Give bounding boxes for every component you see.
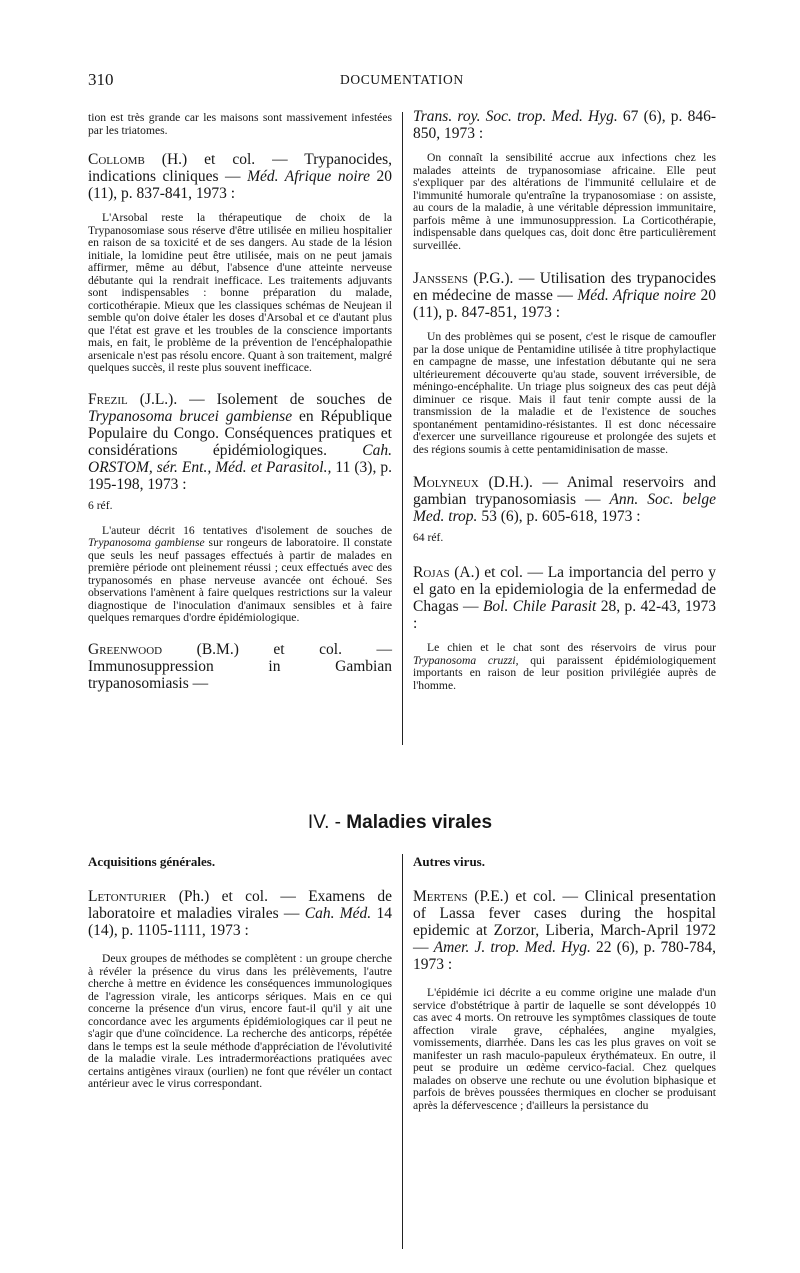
section-title: Maladies virales: [346, 812, 493, 833]
abstract-janssens: Un des problèmes qui se posent, c'est le risque de camoufler par la dose unique de Pentamidine utilisée à titre prophylactique en campagne de masse, une infestation débutante qui ne sera ultérieurement découverte qu'au stade, souvent irréversible, de méningo-encéphalite. Un triage plus soigneux des cas peut déjà diminuer ce risque. Mais il faut tenir compte aussi de la transmission de la maladie et de l'existence de souches spontanément pentamidino-résistantes. Il est donc nécessaire d'exercer une surveillance rigoureuse et prolongée des sujets et des régions soumis à cette pentamidinisation de masse.: [413, 330, 716, 456]
ref-journal: Méd. Afrique noire: [577, 287, 697, 304]
abstract-species: Trypanosoma cruzzi,: [413, 653, 519, 667]
abstract-mertens: L'épidémie ici décrite a eu comme origine une malade d'un service d'obstétrique à partir de laquelle se sont développés 10 cas avec 4 morts. On retrouve les symptômes classiques de toute affection virale grave, céphalées, angine myalgies, vomissements, diarrhée. Dans les cas les plus graves on voit se manifester un rash maculo-papuleux érythémateux. En outre, il peut se produire un œdème cervico-facial. Chez quelques malades on observe une rechute ou une évolution biphasique et parfois de brèves poussées thermiques en clocher se produisant après la défervescence ; d'ailleurs la persistance du: [413, 986, 716, 1112]
section-number: IV. -: [307, 812, 347, 833]
abstract-text: sur rongeurs de laboratoire. Il constate que seuls les neuf passages effectués à partir de malades en première période ont pleinement réussi ; ceux effectués avec des trypanosomés en phase nerveuse avancée ont échoué. Ses observations l'amènent à faire quelques restrictions sur la valeur diagnostique de l'inoculation d'animaux sensibles et à faire quelques remarques d'ordre épidémiologique.: [88, 536, 392, 624]
refs-count: 64 réf.: [413, 531, 444, 544]
ref-citation: (P.E.) et col. — Clinical presentation of Lassa fever cases during the hospital epidemic at Zorzor, Liberia, March-April 1972 —: [413, 888, 716, 956]
ref-details: 20 (11), p. 847-851, 1973 :: [413, 287, 716, 321]
ref-author: Molyneux: [413, 474, 479, 491]
ref-journal: Bol. Chile Parasit: [482, 598, 597, 615]
ref-greenwood-cont: [413, 108, 716, 142]
ref-rojas: [413, 564, 716, 632]
ref-author: Greenwood: [88, 640, 163, 658]
ref-journal: Cah. Méd.: [304, 905, 372, 922]
abstract-text: L'auteur décrit 16 tentatives d'isolement de souches de: [102, 523, 392, 537]
ref-frezil: [88, 391, 392, 493]
ref-letonturier: [88, 888, 392, 939]
ref-author: Frezil: [88, 390, 128, 408]
ref-citation: (P.G.). — Utilisation des trypanocides en médecine de masse —: [413, 270, 716, 304]
ref-details: 22 (6), p. 780-784, 1973 :: [413, 939, 716, 973]
ref-species: Trypanosoma brucei gambiense: [88, 407, 293, 425]
ref-journal: Cah. ORSTOM, sér. Ent., Méd. et Parasitol.,: [88, 441, 392, 476]
refs-count: 6 réf.: [88, 498, 113, 512]
ref-details: 28, p. 42-43, 1973 :: [413, 598, 716, 632]
ref-details: 11 (3), p. 195-198, 1973 :: [88, 458, 392, 493]
ref-citation: (D.H.). — Animal reservoirs and gambian trypanosomiasis —: [413, 474, 716, 508]
abstract-rojas: [413, 642, 716, 692]
ref-citation: en République Populaire du Congo. Conséquences pratiques et considérations épidémiologiques.: [88, 407, 393, 459]
ref-author: Letonturier: [88, 888, 167, 905]
ref-greenwood: [88, 641, 392, 692]
abstract-text: Le chien et le chat sont des réservoirs de virus pour: [427, 641, 716, 654]
abstract-species: Trypanosoma gambiense: [88, 536, 205, 549]
ref-citation: (J.L.). — Isolement de souches de: [127, 390, 392, 408]
ref-janssens: [413, 270, 716, 321]
ref-journal: Amer. J. trop. Med. Hyg.: [433, 939, 591, 956]
left-subheading: Acquisitions générales.: [88, 854, 216, 869]
running-title: DOCUMENTATION: [340, 72, 464, 87]
page-number: 310: [88, 70, 114, 89]
ref-mertens: [413, 888, 716, 973]
ref-molyneux: [413, 474, 716, 525]
abstract-collomb: L'Arsobal reste la thérapeutique de choix de la Trypanosomiase sous réserve d'être utilisée en milieu hospitalier en raison de sa toxicité et de ses dangers. Au stade de la lésion initiale, la lomidine peut être utilisée, mais on ne peut jamais affirmer, même au début, l'absence d'une atteinte nerveuse débutante qui la rendrait inefficace. Les traitements adjuvants sont indispensables : bonne préparation du malade, corticothérapie. Mieux que les classiques schémas de Neujean il semble qu'on doive étaler les doses d'Arsobal et ce d'autant plus que l'état est grave et les troubles de la conscience importants mais, en fait, le problème de la prévention de l'encéphalopathie arsenicale n'est pas résolu encore. Quant à son traitement, malgré quelques succès, il reste plus souvent inefficace.: [88, 211, 392, 374]
ref-author: Rojas: [413, 564, 450, 581]
ref-details: 14 (14), p. 1105-1111, 1973 :: [88, 905, 392, 939]
abstract-letonturier: Deux groupes de méthodes se complètent : un groupe cherche à révéler la présence du virus dans les prélèvements, l'autre cherche à mettre en évidence les conséquences immunologiques de l'agression virale, les anticorps sériques. Mais en ce qui concerne la présence d'un virus, encore faut-il qu'il y ait une concordance avec les arguments épidémiologiques car il peut ne s'agir que d'une coïncidence. La recherche des anticorps, répétée dans le temps est la seule méthode d'appréciation de l'évolutivité de la maladie virale. Les intradermoréactions pratiquées avec certains antigènes viraux (ourlien) ne font que révéler un contact antérieur avec le virus correspondant.: [88, 952, 392, 1090]
abstract-frezil: [88, 525, 392, 625]
right-column-lower: [413, 888, 716, 1112]
continuation-text: tion est très grande car les maisons sont massivement infestées par les triatomes.: [88, 111, 392, 137]
abstract-text: qui paraissent épidémiologiquement importants en raison de leur position privilégiée auprès de l'homme.: [413, 653, 716, 692]
ref-journal: Ann. Soc. belge Med. trop.: [413, 491, 716, 525]
abstract-greenwood: On connaît la sensibilité accrue aux infections chez les malades atteints de trypanosomiase africaine. Elle peut s'expliquer par des altérations de l'immunité cellulaire et de l'immunité humorale qu'entraîne la trypanosomiase : on assiste, au cours de la maladie, à une véritable dépression immunitaire, parfois même à une immunosuppression. La Corticothérapie, indispensable dans quelques cas, doit donc être particulièrement surveillée.: [413, 151, 716, 252]
ref-citation: (H.) et col. — Trypanocides, indications cliniques —: [88, 151, 392, 185]
section-heading: [0, 812, 800, 834]
ref-citation: (A.) et col. — La importancia del perro y el gato en la epidemiologia de la enfermedad de Chagas —: [413, 564, 716, 615]
ref-details: 20 (11), p. 837-841, 1973 :: [88, 168, 393, 202]
ref-citation: (B.M.) et col. — Immunosuppression in Gambian trypanosomiasis —: [88, 640, 392, 692]
column-rule-top: [402, 112, 403, 745]
ref-details: 67 (6), p. 846-850, 1973 :: [413, 108, 716, 142]
ref-journal: Trans. roy. Soc. trop. Med. Hyg.: [413, 108, 618, 125]
ref-author: Mertens: [413, 888, 468, 905]
ref-author: Janssens: [413, 270, 468, 287]
ref-collomb: [88, 151, 392, 202]
ref-journal: Méd. Afrique noire: [247, 168, 370, 185]
left-column: [88, 112, 392, 702]
ref-citation: (Ph.) et col. — Examens de laboratoire et maladies virales —: [88, 888, 392, 922]
right-column: [413, 108, 716, 692]
column-rule-bottom: [402, 854, 403, 1249]
ref-details: 53 (6), p. 605-618, 1973 :: [477, 508, 641, 525]
left-column-lower: [88, 888, 392, 1091]
right-subheading: Autres virus.: [413, 854, 485, 869]
ref-author: Collomb: [88, 151, 145, 168]
